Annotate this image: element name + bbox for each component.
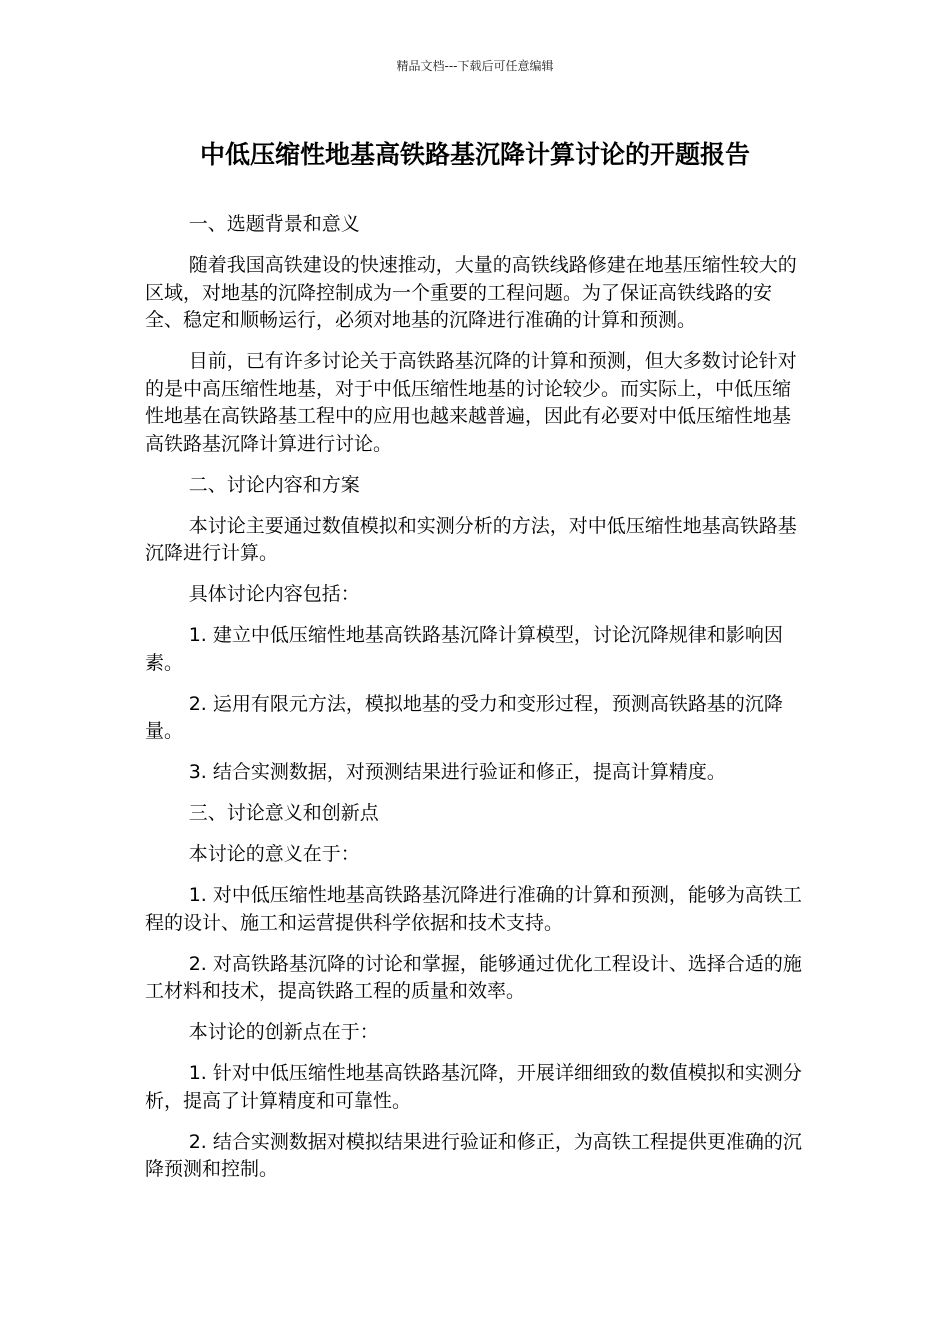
document-body bbox=[145, 211, 805, 1197]
section-heading-background: 一、选题背景和意义 bbox=[188, 213, 360, 235]
section-heading-content: 二、讨论内容和方案 bbox=[188, 473, 360, 496]
innovation-list-item-2: 2. 结合实测数据对模拟结果进行验证和修正，为高铁工程提供更准确的沉降预测和控制。 bbox=[145, 1130, 802, 1180]
paragraph-content-intro: 本讨论主要通过数值模拟和实测分析的方法，对中低压缩性地基高铁路基沉降进行计算。 bbox=[145, 514, 797, 564]
section-heading-significance: 三、讨论意义和创新点 bbox=[188, 802, 379, 824]
content-list-item-3: 3. 结合实测数据，对预测结果进行验证和修正，提高计算精度。 bbox=[188, 761, 726, 783]
content-list-item-2: 2. 运用有限元方法，模拟地基的受力和变形过程，预测高铁路基的沉降量。 bbox=[145, 692, 783, 742]
paragraph-background-1: 随着我国高铁建设的快速推动，大量的高铁线路修建在地基压缩性较大的区域，对地基的沉降控制成为一个重要的工程问题。为了保证高铁线路的安全、稳定和顺畅运行，必须对地基的沉降进行准确的计算和预测。 bbox=[145, 254, 797, 331]
paragraph-significance-intro: 本讨论的意义在于： bbox=[188, 843, 360, 865]
header-note: 精品文档---下载后可任意编辑 bbox=[396, 59, 554, 73]
content-list-item-1: 1. 建立中低压缩性地基高铁路基沉降计算模型，讨论沉降规律和影响因素。 bbox=[145, 624, 783, 674]
paragraph-content-list-intro: 具体讨论内容包括： bbox=[188, 583, 360, 605]
paragraph-background-2: 目前，已有许多讨论关于高铁路基沉降的计算和预测，但大多数讨论针对的是中高压缩性地基，对于中低压缩性地基的讨论较少。而实际上，中低压缩性地基在高铁路基工程中的应用也越来越普遍，因此有必要对中低压缩性地基高铁路基沉降计算进行讨论。 bbox=[145, 350, 797, 455]
document-title: 中低压缩性地基高铁路基沉降计算讨论的开题报告 bbox=[199, 140, 750, 169]
significance-list-item-1: 1. 对中低压缩性地基高铁路基沉降进行准确的计算和预测，能够为高铁工程的设计、施工和运营提供科学依据和技术支持。 bbox=[145, 884, 802, 934]
paragraph-innovation-intro: 本讨论的创新点在于： bbox=[188, 1021, 379, 1043]
significance-list-item-2: 2. 对高铁路基沉降的讨论和掌握，能够通过优化工程设计、选择合适的施工材料和技术，提高铁路工程的质量和效率。 bbox=[145, 952, 802, 1002]
innovation-list-item-1: 1. 针对中低压缩性地基高铁路基沉降，开展详细细致的数值模拟和实测分析，提高了计算精度和可靠性。 bbox=[145, 1062, 802, 1112]
